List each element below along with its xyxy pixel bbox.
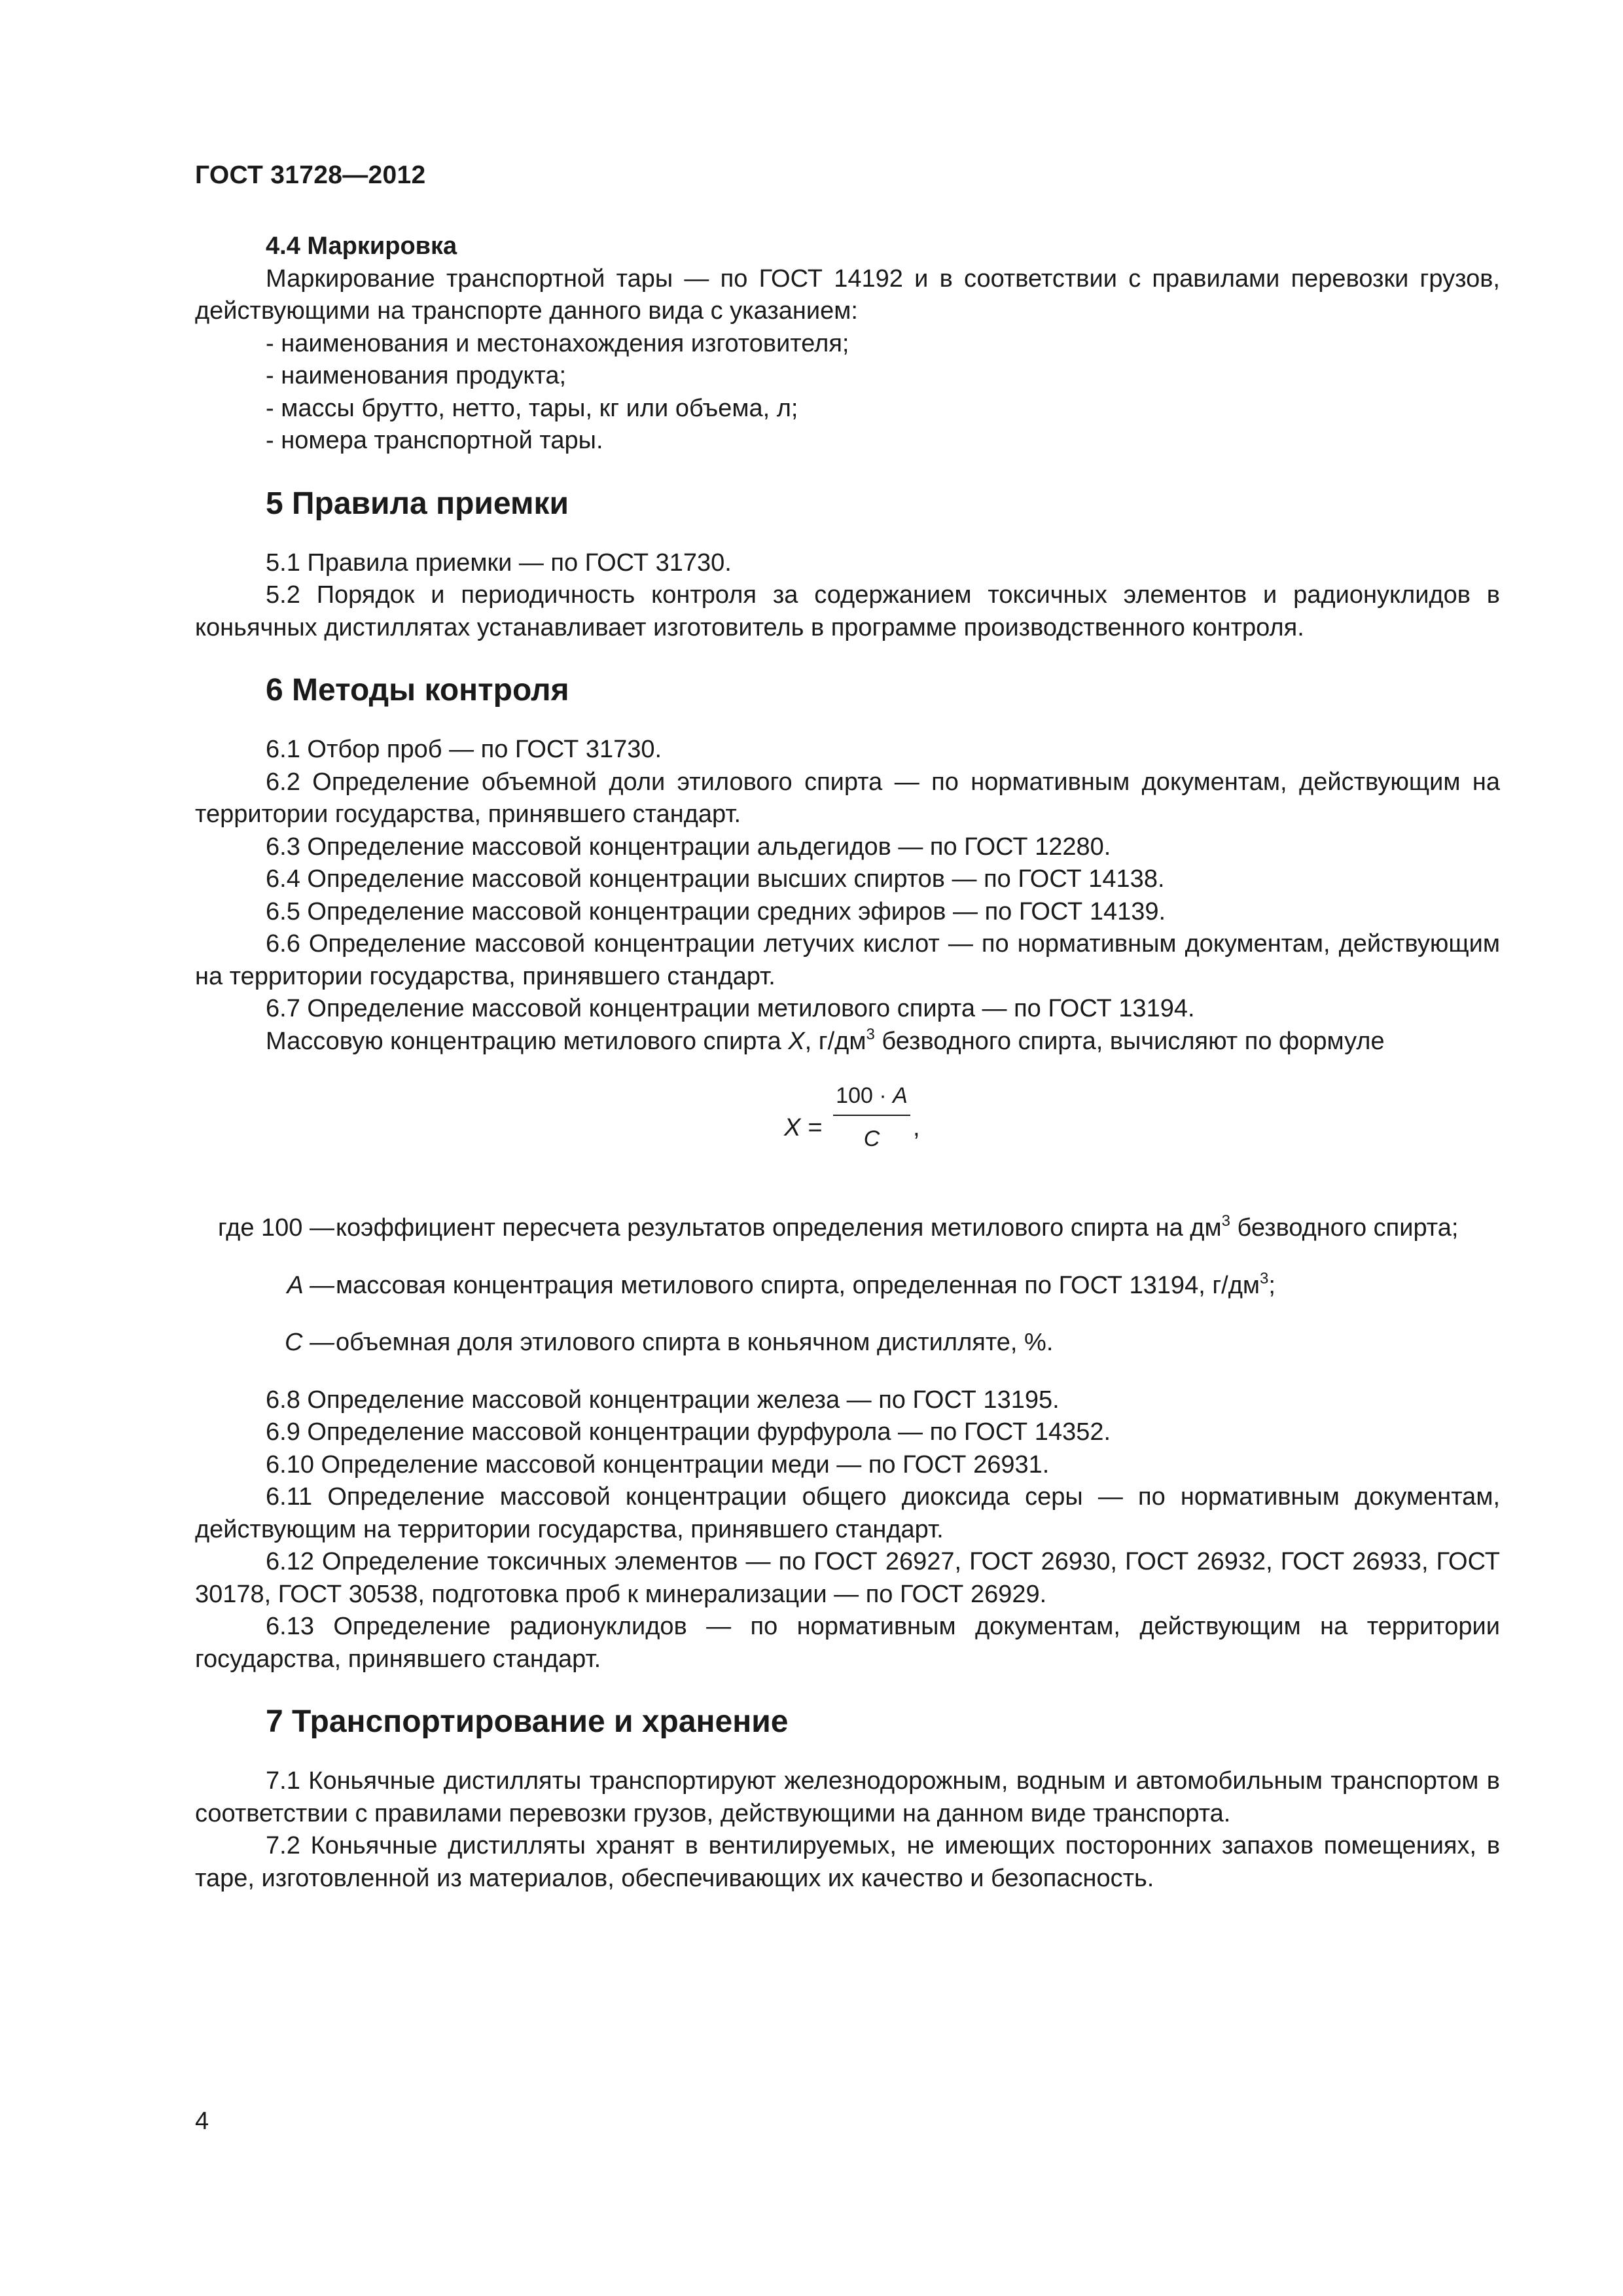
legend-term: где 100 —	[218, 1214, 334, 1242]
formula-denominator: C	[863, 1126, 880, 1151]
formula-numerator	[833, 1080, 910, 1113]
paragraph-6-7: 6.7 Определение массовой концентрации метилового спирта — по ГОСТ 13194.	[266, 995, 1195, 1022]
legend-definition-text: коэффициент пересчета результатов определения метилового спирта на дм	[336, 1214, 1222, 1242]
list-item: - наименования и местонахождения изготовителя;	[266, 329, 849, 357]
paragraph-6-5: 6.5 Определение массовой концентрации средних эфиров — по ГОСТ 14139.	[266, 897, 1166, 925]
superscript: 3	[866, 1025, 875, 1043]
formula	[784, 1077, 980, 1187]
paragraph-6-4: 6.4 Определение массовой концентрации высших спиртов — по ГОСТ 14138.	[266, 865, 1165, 893]
legend-row-a	[195, 1270, 1500, 1302]
legend-definition	[336, 1212, 1500, 1245]
legend-row-c	[195, 1327, 1500, 1359]
paragraph-6-6: 6.6 Определение массовой концентрации летучих кислот — по нормативным документам, действующим на территории государства, принявшего стандарт.	[195, 930, 1500, 990]
formula-intro-text: Массовую концентрацию метилового спирта	[266, 1027, 789, 1055]
formula-intro	[195, 1026, 1500, 1058]
list-item: - наименования продукта;	[266, 362, 567, 389]
legend-definition	[336, 1270, 1500, 1302]
section-title-6: 6 Методы контроля	[266, 673, 569, 708]
list-item: - массы брутто, нетто, тары, кг или объема, л;	[266, 394, 798, 422]
formula-comma: ,	[913, 1114, 920, 1141]
legend-row-100	[195, 1212, 1500, 1245]
legend-definition-tail: безводного спирта;	[1230, 1214, 1459, 1242]
section-title-7: 7 Транспортирование и хранение	[266, 1704, 789, 1739]
paragraph-7-2: 7.2 Коньячные дистилляты хранят в вентилируемых, не имеющих посторонних запахов помещениях, в таре, изготовленной из материалов, обеспечивающих их качество и безопасность.	[195, 1832, 1500, 1892]
paragraph-6-10: 6.10 Определение массовой концентрации меди — по ГОСТ 26931.	[266, 1450, 1050, 1479]
list-item: - номера транспортной тары.	[266, 427, 603, 454]
page-number: 4	[195, 2108, 209, 2135]
document-body	[195, 230, 1500, 1895]
legend-term: C —	[285, 1329, 334, 1356]
legend-definition: объемная доля этилового спирта в коньячном дистилляте, %.	[336, 1329, 1054, 1356]
legend-definition-text: массовая концентрация метилового спирта, определенная по ГОСТ 13194, г/дм	[336, 1271, 1260, 1299]
subsection-title-4-4: 4.4 Маркировка	[266, 232, 457, 260]
paragraph-6-2: 6.2 Определение объемной доли этилового спирта — по нормативным документам, действующим на территории государства, принявшего стандарт.	[195, 768, 1500, 828]
variable-x: X	[788, 1027, 805, 1055]
formula-legend	[195, 1212, 1500, 1359]
formula-intro-tail: безводного спирта, вычисляют по формуле	[874, 1027, 1385, 1055]
document-code-header: ГОСТ 31728—2012	[195, 161, 426, 189]
paragraph-5-1: 5.1 Правила приемки — по ГОСТ 31730.	[266, 548, 732, 577]
paragraph-7-1: 7.1 Коньячные дистилляты транспортируют железнодорожным, водным и автомобильным транспортом в соответствии с правилами перевозки грузов, действующими на данном виде транспорта.	[195, 1767, 1500, 1827]
fraction-bar	[833, 1115, 910, 1116]
paragraph-6-8: 6.8 Определение массовой концентрации железа — по ГОСТ 13195.	[266, 1386, 1060, 1414]
section-title-5: 5 Правила приемки	[266, 486, 569, 521]
paragraph-6-13: 6.13 Определение радионуклидов — по нормативным документам, действующим на территории государства, принявшего стандарт.	[195, 1613, 1500, 1673]
formula-intro-unit: , г/дм	[804, 1027, 866, 1055]
superscript: 3	[1221, 1212, 1230, 1230]
legend-definition-tail: ;	[1268, 1271, 1275, 1299]
paragraph-4-4-intro: Маркирование транспортной тары — по ГОСТ 14192 и в соответствии с правилами перевозки грузов, действующими на транспорте данного вида с указанием:	[195, 264, 1500, 325]
paragraph-6-1: 6.1 Отбор проб — по ГОСТ 31730.	[266, 736, 662, 763]
formula-numerator-value: 100 ·	[836, 1083, 893, 1108]
paragraph-6-11: 6.11 Определение массовой концентрации общего диоксида серы — по нормативным документам, действующим на территории государства, принявшего стандарт.	[195, 1483, 1500, 1543]
paragraph-5-2: 5.2 Порядок и периодичность контроля за содержанием токсичных элементов и радионуклидов в коньячных дистиллятах устанавливает изготовитель в программе производственного контроля.	[195, 581, 1500, 641]
paragraph-6-3: 6.3 Определение массовой концентрации альдегидов — по ГОСТ 12280.	[266, 833, 1111, 861]
formula-block	[195, 1077, 1500, 1187]
superscript: 3	[1260, 1269, 1269, 1287]
formula-lhs: X =	[784, 1114, 823, 1141]
paragraph-6-9: 6.9 Определение массовой концентрации фурфурола — по ГОСТ 14352.	[266, 1418, 1111, 1446]
legend-term: A —	[287, 1271, 334, 1299]
formula-numerator-var: A	[893, 1083, 908, 1108]
paragraph-6-12: 6.12 Определение токсичных элементов — по ГОСТ 26927, ГОСТ 26930, ГОСТ 26932, ГОСТ 26933, ГОСТ 30178, ГОСТ 30538, подготовка проб к минерализации — по ГОСТ 26929.	[195, 1548, 1500, 1608]
